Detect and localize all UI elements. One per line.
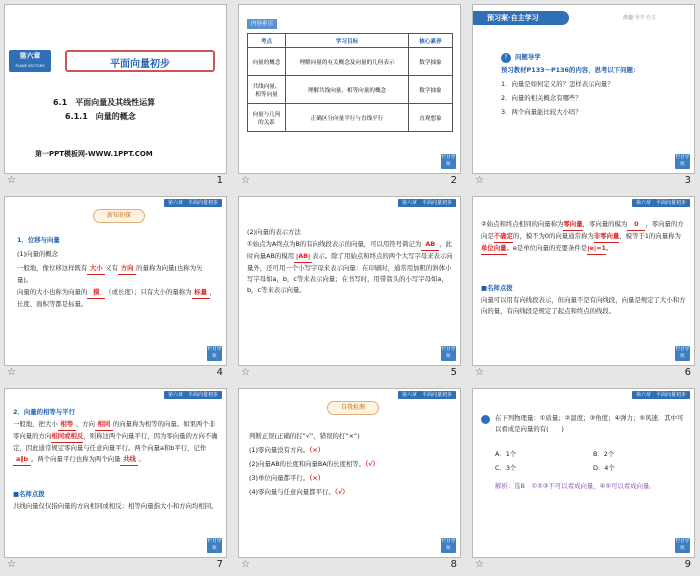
chapter-bar: 第六章 平面向量初步 [164, 199, 222, 207]
slide-title: 平面向量初步 [110, 59, 170, 70]
nav-button[interactable]: 栏目导航 [207, 539, 222, 551]
slide-thumb-9[interactable] [472, 388, 695, 573]
chapter-bar: 第六章 平面向量初步 [164, 391, 222, 399]
slide-number: 4 [216, 367, 223, 378]
slide-9: 第六章 平面向量初步 在下列物理量：①质量；②温度；③角度；④弹力；⑤风速．其中可以看成是向量的有( ) A．1个 B．2个 C．3个 D．4个 解析：选B ①②③不可以看成向量，④⑤可以看成向量． 栏目导航 [472, 388, 695, 558]
slide-number: 9 [684, 559, 691, 570]
star-icon[interactable]: ☆ [475, 367, 484, 378]
slide-5: 第六章 平面向量初步 (2)向量的表示方法 ①始点为A终点为B的有向线段表示的向量，可以用符号简记为 AB ，此时向量AB的模用 |AB| 表示。除了用始点和终点的两个大写字母来表示向量外，还可用一个小写字母来表示向量：在印刷时，通常用加粗的斜体小写字母如a，b，c等来表示向量；在书写时，用带箭头的小写字母如a，b，c等来表示向量。 栏目导航 [238, 196, 461, 366]
nav-button[interactable]: 栏目导航 [675, 155, 690, 167]
nav-button[interactable]: 栏目导航 [441, 347, 456, 359]
slide-7: 第六章 平面向量初步 2．向量的相等与平行 一般地，把大小 相等 、方向 相同 的向量称为相等的向量。如果两个非零向量的方向相同或相反，则称这两个向量平行，因为零向量的方向不确定，因此通常规定零向量与任意向量平行。两个向量a和b平行，记作a∥b 。两个向量平行也称为两个向量 共线 。 ■名师点拨 共线向量仅仅指向量的方向相同或相反；相等向量指大小和方向均相同。 栏目导航 [4, 388, 227, 558]
star-icon[interactable]: ☆ [7, 559, 16, 570]
slide-1 [4, 4, 227, 174]
star-icon[interactable]: ☆ [241, 559, 250, 570]
slide-thumb-5[interactable] [238, 196, 461, 381]
slide-number: 7 [216, 559, 223, 570]
nav-button[interactable]: 栏目导航 [675, 539, 690, 551]
question-icon [481, 415, 490, 424]
slide-thumb-8[interactable] [238, 388, 461, 573]
nav-button[interactable]: 栏目导航 [207, 347, 222, 359]
slide-thumb-4[interactable] [4, 196, 227, 381]
slide-4: 第六章 平面向量初步 新知初探 1．位移与向量 (1)向量的概念 一般地，像位移这样既有 大小 又有 方向 的量称为向量(也称为矢量)。 向量的大小也称为向量的 模 （或长度）；只有大小的量称为 标量 ，长度、面积等都是标量。 栏目导航 [4, 196, 227, 366]
section-pill: 新知初探 [93, 209, 145, 223]
slide-thumb-6[interactable] [472, 196, 695, 381]
section-pill: 自我检测 [327, 401, 379, 415]
content-tag: 内容索引 [247, 19, 277, 29]
slide-number: 5 [450, 367, 457, 378]
section-heading: 问题导学 [515, 53, 541, 61]
question-icon: ? [501, 53, 511, 63]
chapter-bar: 第六章 平面向量初步 [632, 199, 690, 207]
slide-thumb-2[interactable] [238, 4, 461, 189]
slide-3: 预习案·自主学习 激趣·导学·自主 ? 问题导学 预习教材P133～P136的内容，思考以下问题： 1．向量是如何定义的？怎样表示向量？ 2．向量的相关概念有哪些？ 3．两个向量能比较大小吗？ 栏目导航 [472, 4, 695, 174]
slide-thumb-1[interactable] [4, 4, 227, 189]
star-icon[interactable]: ☆ [241, 175, 250, 186]
slide-thumb-7[interactable] [4, 388, 227, 573]
star-icon[interactable]: ☆ [241, 367, 250, 378]
nav-button[interactable]: 栏目导航 [441, 539, 456, 551]
nav-button[interactable]: 栏目导航 [675, 347, 690, 359]
star-icon[interactable]: ☆ [7, 367, 16, 378]
slide-2 [238, 4, 461, 174]
nav-button[interactable]: 栏目导航 [441, 155, 456, 167]
slide-6: 第六章 平面向量初步 ②始点和终点相同的向量称为零向量，零向量的模为 0 ，零向量的方向是不确定的，模不为0的向量通常称为非零向量，模等于1的向量称为单位向量。e是单位向量的充要条件是|e|=1。 ■名师点拨 向量可以用有向线段表示，但向量不是有向线段，向量是规定了大小和方向的量，有向线段是规定了起点和终点的线段。 栏目导航 [472, 196, 695, 366]
chapter-bar: 第六章 平面向量初步 [632, 391, 690, 399]
slide-number: 8 [450, 559, 457, 570]
slide-thumb-3[interactable] [472, 4, 695, 189]
slide-number: 3 [684, 175, 691, 186]
section-title: 6.1 平面向量及其线性运算 [53, 98, 156, 107]
objectives-table: 考点 学习目标 核心素养 向量的概念 理解向量的有关概念及向量的几何表示 数学抽象 共线向量、相等向量 理解共线向量、相等向量的概念 数学抽象 向量与几何的关系 正确区分向量平行与直线平行 直观想象 [247, 33, 453, 132]
chapter-badge: 第六章 PLANE VECTORS [9, 50, 51, 72]
slide-number: 2 [450, 175, 457, 186]
chapter-bar: 第六章 平面向量初步 [398, 199, 456, 207]
chapter-bar: 第六章 平面向量初步 [398, 391, 456, 399]
site-text: 第一PPT模板网-WWW.1PPT.COM [35, 150, 153, 158]
intro-text: 预习教材P133～P136的内容，思考以下问题： [501, 66, 640, 74]
slide-8: 第六章 平面向量初步 自我检测 判断正误(正确的打“√”，错误的打“×”) (1)零向量没有方向。（×） (2)向量AB的长度和向量BA的长度相等。（√） (3)单位向量都平行。（×） (4)零向量与任意向量都平行。（√） 栏目导航 [238, 388, 461, 558]
subsection-title: 6.1.1 向量的概念 [65, 112, 136, 121]
slide-number: 6 [684, 367, 691, 378]
star-icon[interactable]: ☆ [475, 559, 484, 570]
slide-number: 1 [216, 175, 223, 186]
star-icon[interactable]: ☆ [7, 175, 16, 186]
star-icon[interactable]: ☆ [475, 175, 484, 186]
